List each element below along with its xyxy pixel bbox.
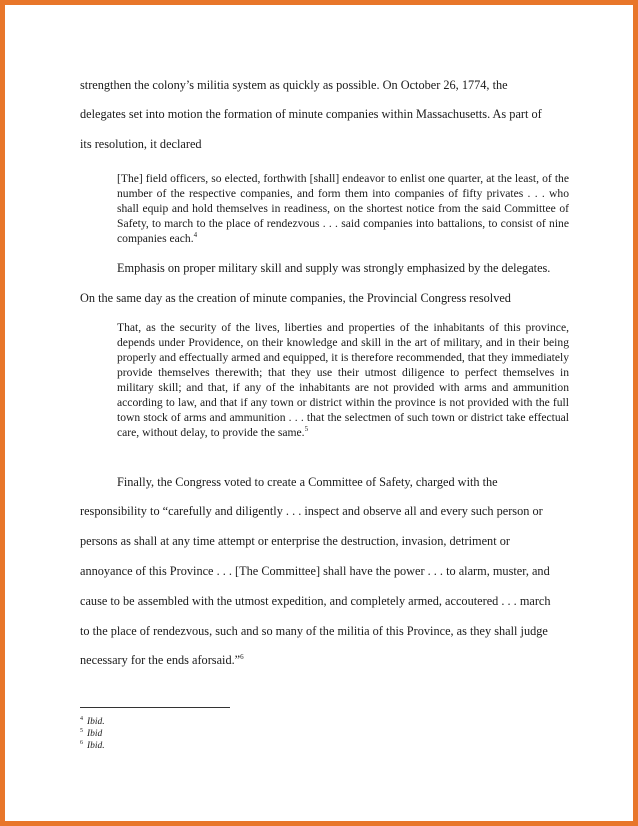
body-line-text: necessary for the ends aforsaid.” — [80, 653, 241, 667]
body-line: strengthen the colony’s militia system as quickly as possible. On October 26, 1774, the — [80, 78, 508, 92]
body-line — [80, 653, 244, 668]
block-quote-1-text: [The] field officers, so elected, forthwith [shall] endeavor to enlist one quarter, at the least, of the number of the respective companies, and form them into companies of fifty privates . . . who shall equip and hold themselves in readiness, on the shortest notice from the said Committee of Safety, to march to the place of rendezvous . . . said companies into battalions, to consist of nine companies each. — [117, 172, 569, 245]
block-quote-1 — [117, 171, 569, 246]
footnote-ref-5: 5 — [304, 425, 309, 434]
footnote-number: 5 — [80, 728, 83, 734]
body-line: On the same day as the creation of minute companies, the Provincial Congress resolved — [80, 291, 511, 305]
footnote-text: Ibid — [87, 729, 103, 740]
footnote-text: Ibid. — [87, 741, 105, 752]
body-line: persons as shall at any time attempt or enterprise the destruction, invasion, detriment or — [80, 534, 510, 548]
body-line: Finally, the Congress voted to create a Committee of Safety, charged with the — [117, 475, 498, 489]
document-page — [5, 5, 633, 821]
block-quote-2-text: That, as the security of the lives, liberties and properties of the inhabitants of this province, depends under Providence, on their knowledge and skill in the art of military, and in their being properly and effectually armed and equipped, it is therefore recommended, that they immediately provide themselves therewith; that they use their utmost diligence to perfect themselves in military skill; and that, if any of the inhabitants are not provided with arms and ammunition according to law, and that if any town or district within the province is not provided with the full town stock of arms and ammunition . . . that the selectmen of such town or district take effectual care, without delay, to provide the same. — [117, 321, 569, 439]
footnote — [80, 738, 105, 752]
body-line: Emphasis on proper military skill and supply was strongly emphasized by the delegates. — [117, 261, 551, 275]
footnote-divider — [80, 707, 230, 708]
footnote-number: 6 — [80, 740, 83, 746]
body-line: delegates set into motion the formation of minute companies within Massachusetts. As part of — [80, 107, 542, 121]
footnote-ref-4: 4 — [193, 231, 198, 240]
body-line: responsibility to “carefully and diligently . . . inspect and observe all and every such person or — [80, 504, 543, 518]
body-line: cause to be assembled with the utmost expedition, and completely armed, accoutered . . . march — [80, 594, 551, 608]
body-line: annoyance of this Province . . . [The Committee] shall have the power . . . to alarm, muster, and — [80, 564, 550, 578]
footnote-ref-6: 6 — [240, 652, 244, 661]
footnote-number: 4 — [80, 716, 83, 722]
body-line: to the place of rendezvous, such and so many of the militia of this Province, as they shall judge — [80, 624, 548, 638]
body-line: its resolution, it declared — [80, 137, 202, 151]
block-quote-2 — [117, 320, 569, 440]
footnote-text: Ibid. — [87, 717, 105, 728]
